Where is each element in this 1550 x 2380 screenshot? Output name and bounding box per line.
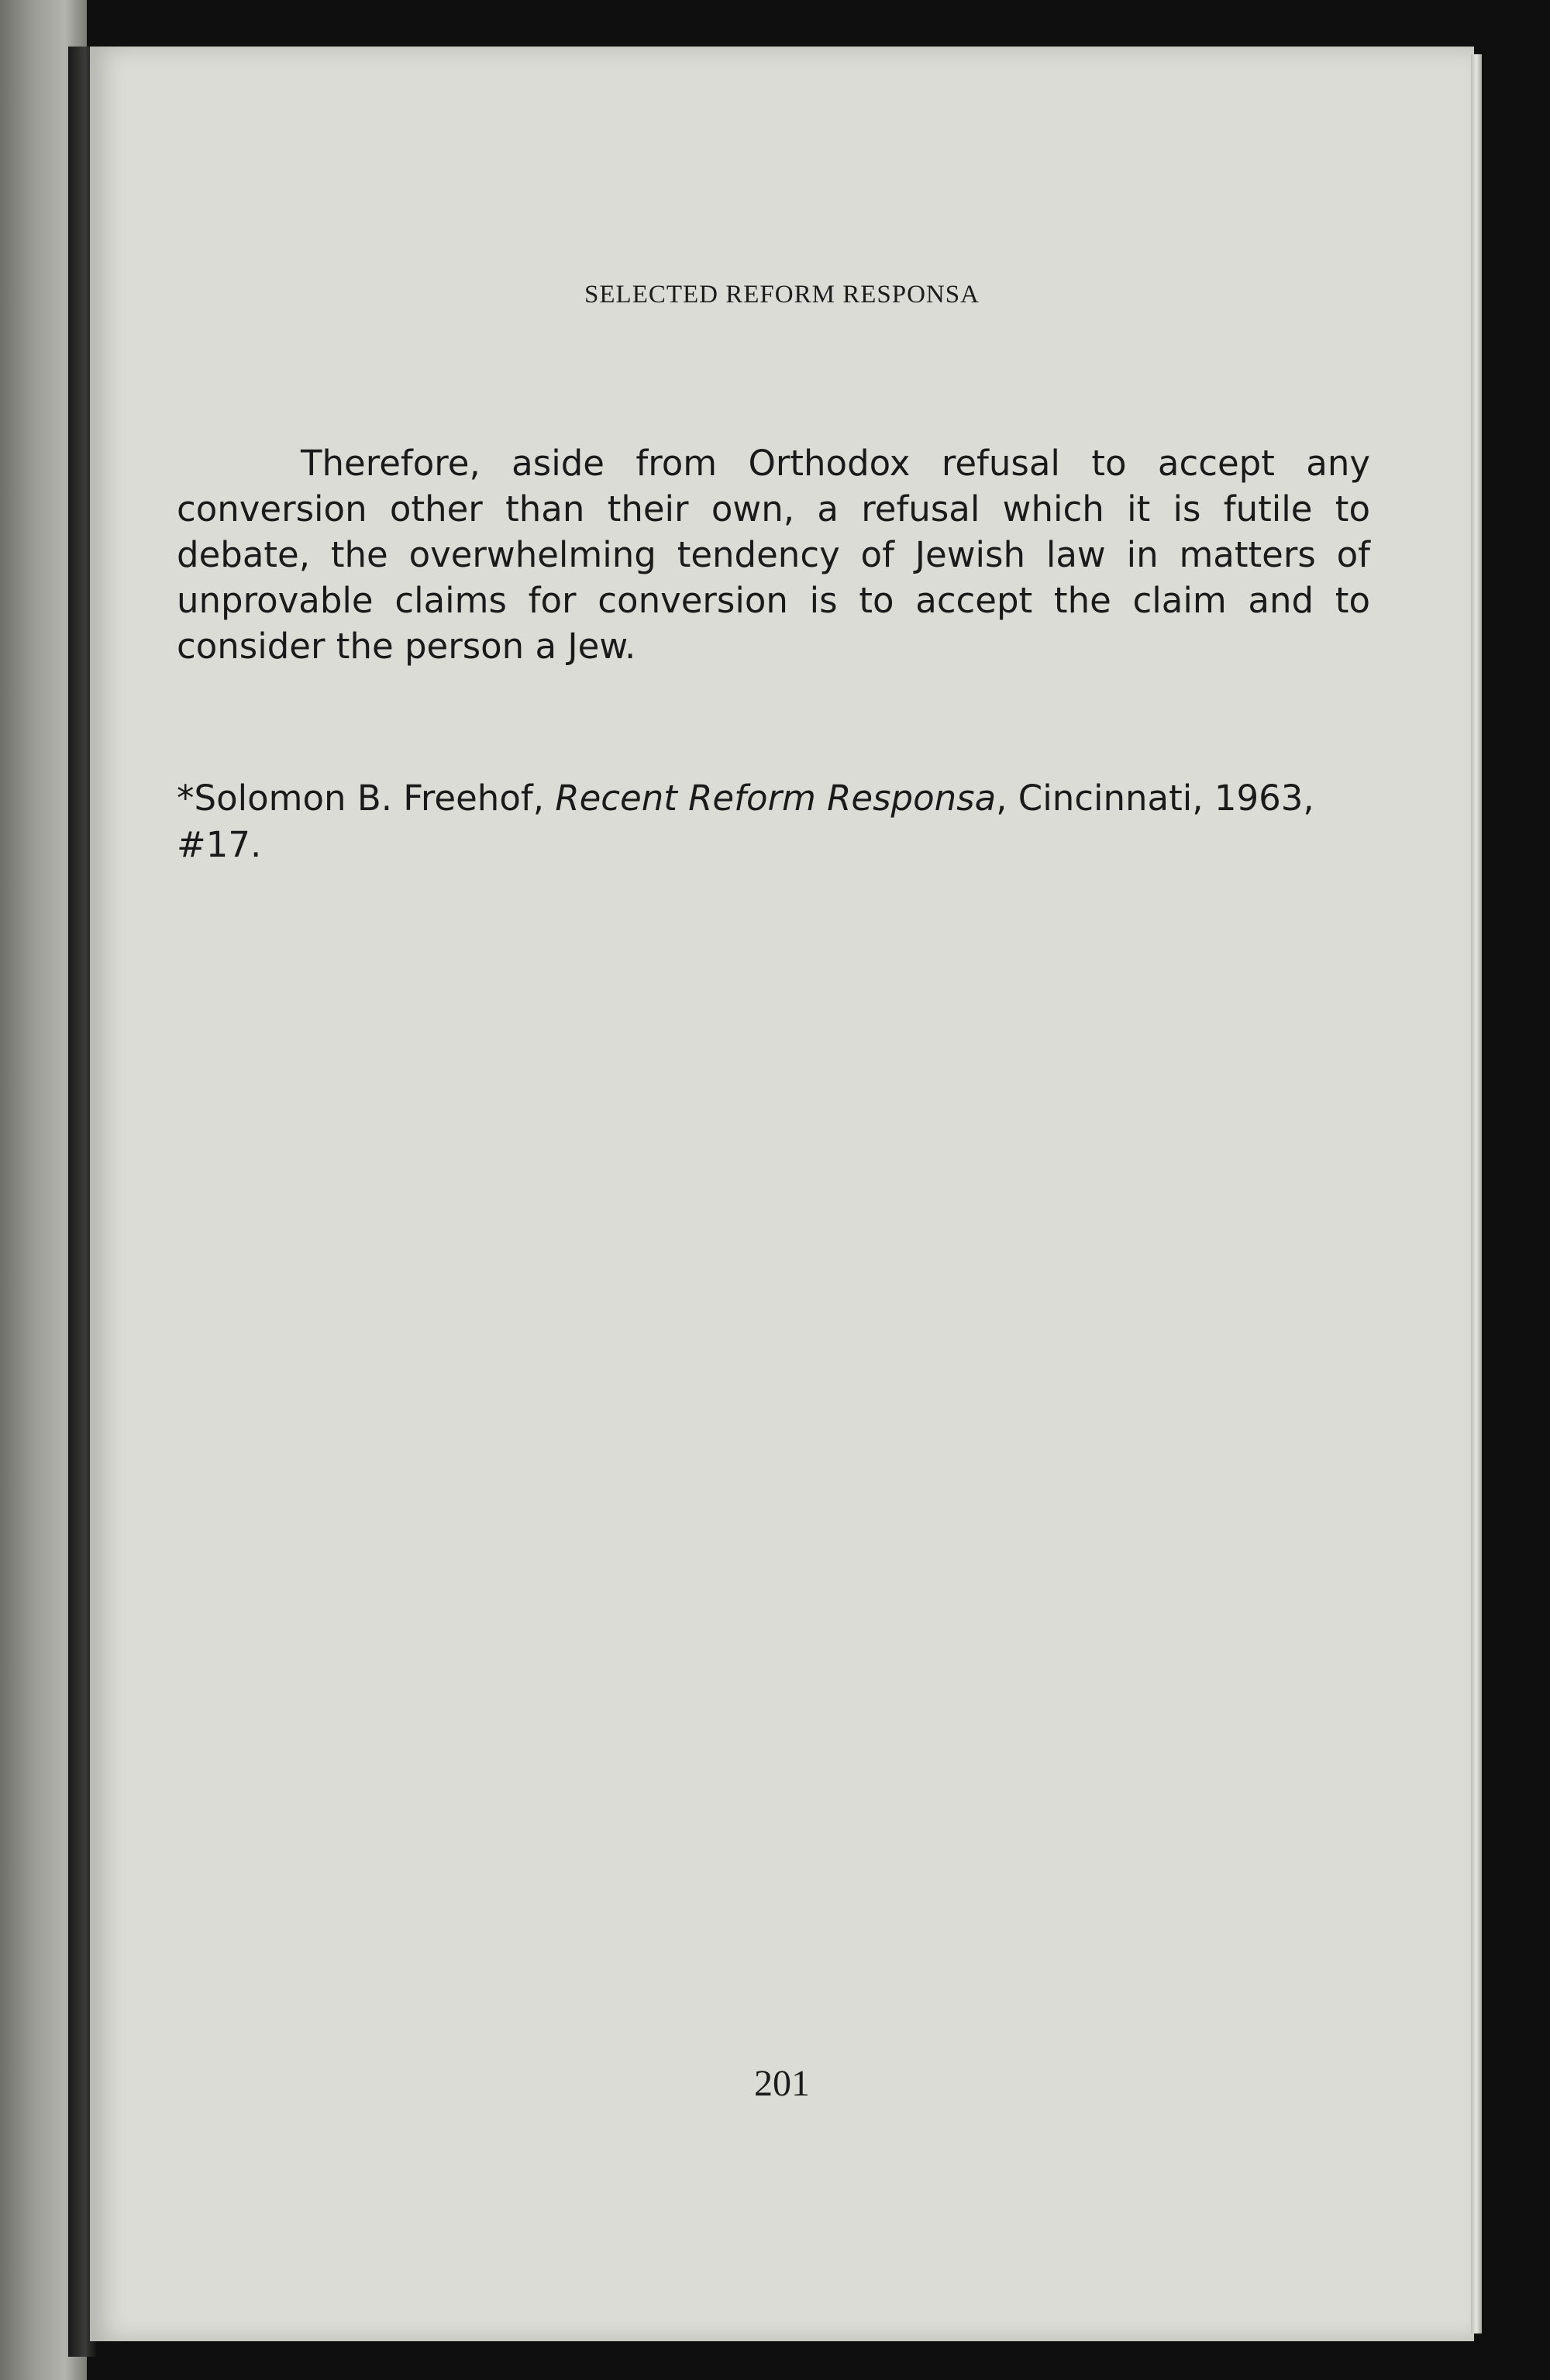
footnote (177, 775, 1370, 868)
body-paragraph-text: Therefore, aside from Orthodox refusal to accept any conversion other than their own, a refusal which it is futile to debate, the overwhelming tendency of Jewish law in matters of unprovable claims for conversion is to accept the claim and to consider the person a Jew. (177, 443, 1370, 667)
footnote-prefix: *Solomon B. Freehof, (177, 778, 556, 819)
book-page (90, 47, 1474, 2341)
body-paragraph (177, 440, 1370, 669)
page-fore-edge (1471, 54, 1482, 2333)
footnote-suffix: , Cincinnati, 1963, #17. (177, 778, 1314, 865)
footnote-title: Recent Reform Responsa (555, 778, 997, 819)
running-head: SELECTED REFORM RESPONSA (584, 281, 980, 309)
page-number: 201 (754, 2063, 810, 2104)
